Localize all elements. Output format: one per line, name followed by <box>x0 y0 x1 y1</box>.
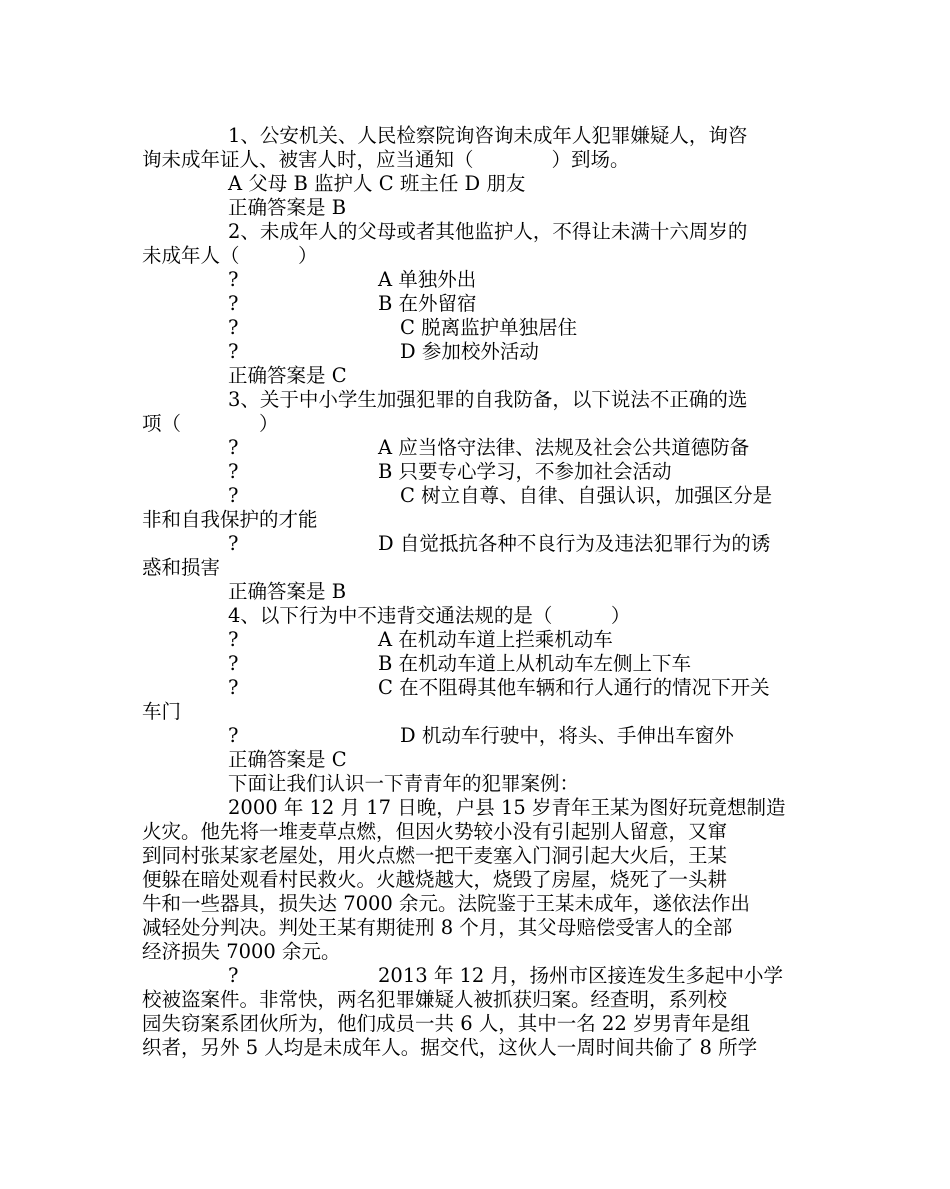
question-2-line-2: 未成年人（ ） <box>142 244 318 267</box>
option-text: A 单独外出 <box>378 268 477 291</box>
question-2-answer: 正确答案是 C <box>228 364 347 387</box>
question-3-answer: 正确答案是 B <box>228 580 347 603</box>
question-2-option-c <box>142 316 812 340</box>
question-3-option-c <box>142 484 812 508</box>
question-3-option-d <box>142 532 812 556</box>
bullet-mark: ? <box>228 268 239 291</box>
bullet-mark: ? <box>228 628 239 651</box>
question-4-option-d <box>142 724 812 748</box>
question-4-option-c <box>142 676 812 700</box>
question-2-line-1: 2、未成年人的父母或者其他监护人，不得让未满十六周岁的 <box>228 220 748 243</box>
bullet-mark: ? <box>228 292 239 315</box>
bullet-mark: ? <box>228 340 239 363</box>
question-2-option-b <box>142 292 812 316</box>
case-1-line-4: 便躲在暗处观看村民救火。火越烧越大，烧毁了房屋，烧死了一头耕 <box>142 868 728 891</box>
question-4-option-b <box>142 652 812 676</box>
bullet-mark: ? <box>228 676 239 699</box>
option-text: D 参加校外活动 <box>400 340 539 363</box>
question-3-line-2: 项（ ） <box>142 412 279 435</box>
bullet-mark: ? <box>228 964 239 987</box>
bullet-mark: ? <box>228 316 239 339</box>
question-4-option-c-continued: 车门 <box>142 700 182 723</box>
question-2-option-d <box>142 340 812 364</box>
option-text: C 树立自尊、自律、自强认识，加强区分是 <box>400 484 773 507</box>
case-2-line-1 <box>142 964 812 988</box>
case-1-line-3: 到同村张某家老屋处，用火点燃一把干麦塞入门洞引起大火后，王某 <box>142 844 728 867</box>
option-text: D 自觉抵抗各种不良行为及违法犯罪行为的诱 <box>378 532 771 555</box>
bullet-mark: ? <box>228 724 239 747</box>
question-4-option-a <box>142 628 812 652</box>
question-3-option-a <box>142 436 812 460</box>
question-3-option-d-continued: 惑和损害 <box>142 556 221 579</box>
case-intro: 下面让我们认识一下青青年的犯罪案例： <box>228 772 580 795</box>
question-2-option-a <box>142 268 812 292</box>
question-3-option-b <box>142 460 812 484</box>
bullet-mark: ? <box>228 532 239 555</box>
case-2-line-4: 织者，另外 5 人均是未成年人。据交代，这伙人一周时间共偷了 8 所学 <box>142 1036 758 1059</box>
document-body <box>142 124 812 1060</box>
option-text: C 在不阻碍其他车辆和行人通行的情况下开关 <box>378 676 770 699</box>
option-text: A 在机动车道上拦乘机动车 <box>378 628 613 651</box>
option-text: A 应当恪守法律、法规及社会公共道德防备 <box>378 436 750 459</box>
question-4-line-1: 4、以下行为中不违背交通法规的是（ ） <box>228 604 631 627</box>
bullet-mark: ? <box>228 436 239 459</box>
option-text: C 脱离监护单独居住 <box>400 316 578 339</box>
option-text: D 机动车行驶中，将头、手伸出车窗外 <box>400 724 734 747</box>
bullet-mark: ? <box>228 652 239 675</box>
question-1-line-2: 询未成年证人、被害人时，应当通知（ ）到场。 <box>142 148 630 171</box>
case-1-line-6: 减轻处分判决。判处王某有期徒刑 8 个月，其父母赔偿受害人的全部 <box>142 916 733 939</box>
case-2-line-3: 园失窃案系团伙所为，他们成员一共 6 人，其中一名 22 岁男青年是组 <box>142 1012 751 1035</box>
question-1-line-1: 1、公安机关、人民检察院询咨询未成年人犯罪嫌疑人，询咨 <box>228 124 748 147</box>
question-4-answer: 正确答案是 C <box>228 748 347 771</box>
question-3-option-c-continued: 非和自我保护的才能 <box>142 508 318 531</box>
option-text: B 只要专心学习，不参加社会活动 <box>378 460 672 483</box>
case-2-text: 2013 年 12 月，扬州市区接连发生多起中小学 <box>378 964 784 987</box>
bullet-mark: ? <box>228 484 239 507</box>
question-1-options: A 父母 B 监护人 C 班主任 D 朋友 <box>228 172 526 195</box>
question-3-line-1: 3、关于中小学生加强犯罪的自我防备，以下说法不正确的选 <box>228 388 748 411</box>
question-1-answer: 正确答案是 B <box>228 196 347 219</box>
case-1-line-5: 牛和一些器具，损失达 7000 余元。法院鉴于王某未成年，遂依法作出 <box>142 892 751 915</box>
case-1-line-7: 经济损失 7000 余元。 <box>142 940 341 963</box>
bullet-mark: ? <box>228 460 239 483</box>
case-1-line-2: 火灾。他先将一堆麦草点燃，但因火势较小没有引起别人留意，又窜 <box>142 820 728 843</box>
option-text: B 在外留宿 <box>378 292 477 315</box>
case-1-line-1: 2000 年 12 月 17 日晚，户县 15 岁青年王某为图好玩竟想制造 <box>228 796 786 819</box>
option-text: B 在机动车道上从机动车左侧上下车 <box>378 652 692 675</box>
case-2-line-2: 校被盗案件。非常快，两名犯罪嫌疑人被抓获归案。经查明，系列校 <box>142 988 728 1011</box>
